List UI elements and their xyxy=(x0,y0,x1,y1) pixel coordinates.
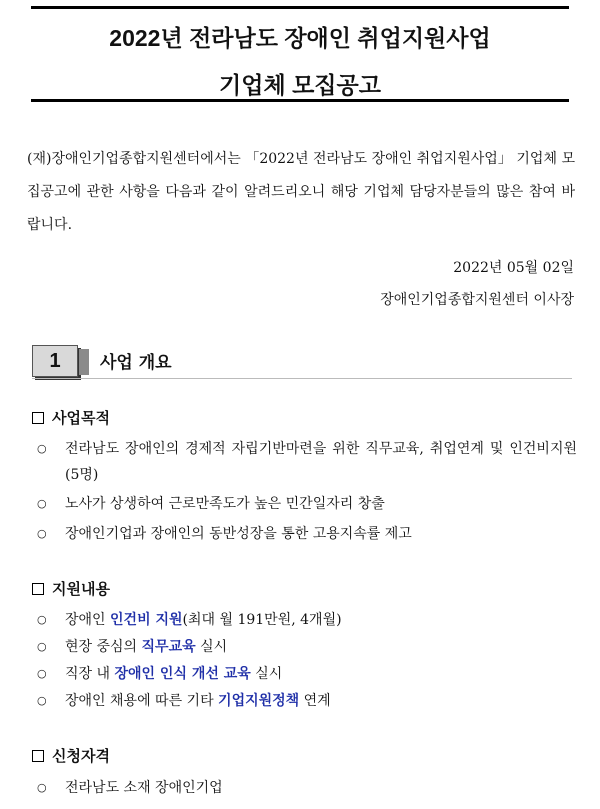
circle-bullet-icon: ○ xyxy=(37,667,47,680)
section-number: 1 xyxy=(32,345,78,377)
announcement-date: 2022년 05월 02일 xyxy=(453,260,574,276)
list-item: ○ 현장 중심의 직무교육 실시 xyxy=(37,634,577,660)
list-item: ○ 전라남도 장애인의 경제적 자립기반마련을 위한 직무교육, 취업연계 및 인건비지원(5명) xyxy=(37,436,577,488)
title-line-2: 기업체 모집공고 xyxy=(219,72,381,98)
title-box xyxy=(31,6,569,102)
checkbox-square-icon xyxy=(32,583,44,595)
support-heading: 지원내용 xyxy=(32,578,110,599)
title-line-1: 2022년 전라남도 장애인 취업지원사업 xyxy=(109,25,491,51)
highlight-text: 기업지원정책 xyxy=(218,693,300,709)
list-item: ○ 직장 내 장애인 인식 개선 교육 실시 xyxy=(37,661,577,687)
list-item: ○ 장애인 인건비 지원(최대 월 191만원, 4개월) xyxy=(37,607,577,633)
circle-bullet-icon: ○ xyxy=(37,694,47,707)
checkbox-square-icon xyxy=(32,412,44,424)
list-item: ○ 노사가 상생하여 근로만족도가 높은 민간일자리 창출 xyxy=(37,491,577,517)
signer: 장애인기업종합지원센터 이사장 xyxy=(380,292,574,308)
highlight-text: 인건비 지원 xyxy=(110,612,183,628)
section-divider xyxy=(32,378,572,379)
intro-paragraph: (재)장애인기업종합지원센터에서는 「2022년 전라남도 장애인 취업지원사업」 기업체 모집공고에 관한 사항을 다음과 같이 알려드리오니 해당 기업체 담당자분들의 많은 참여 바랍니다. xyxy=(27,151,575,233)
list-item: ○ 전라남도 소재 장애인기업 xyxy=(37,775,577,801)
section-number-tab xyxy=(79,349,89,375)
circle-bullet-icon: ○ xyxy=(37,640,47,653)
highlight-text: 직무교육 xyxy=(141,639,196,655)
section-title: 사업 개요 xyxy=(100,353,172,373)
circle-bullet-icon: ○ xyxy=(37,497,47,510)
eligibility-heading: 신청자격 xyxy=(32,745,110,766)
circle-bullet-icon: ○ xyxy=(37,613,47,626)
circle-bullet-icon: ○ xyxy=(37,442,47,455)
checkbox-square-icon xyxy=(32,750,44,762)
section-header xyxy=(32,343,572,381)
purpose-heading: 사업목적 xyxy=(32,407,110,428)
list-item: ○ 장애인기업과 장애인의 동반성장을 통한 고용지속률 제고 xyxy=(37,521,577,547)
highlight-text: 장애인 인식 개선 교육 xyxy=(114,666,251,682)
list-item: ○ 장애인 채용에 따른 기타 기업지원정책 연계 xyxy=(37,688,577,714)
circle-bullet-icon: ○ xyxy=(37,781,47,794)
circle-bullet-icon: ○ xyxy=(37,527,47,540)
